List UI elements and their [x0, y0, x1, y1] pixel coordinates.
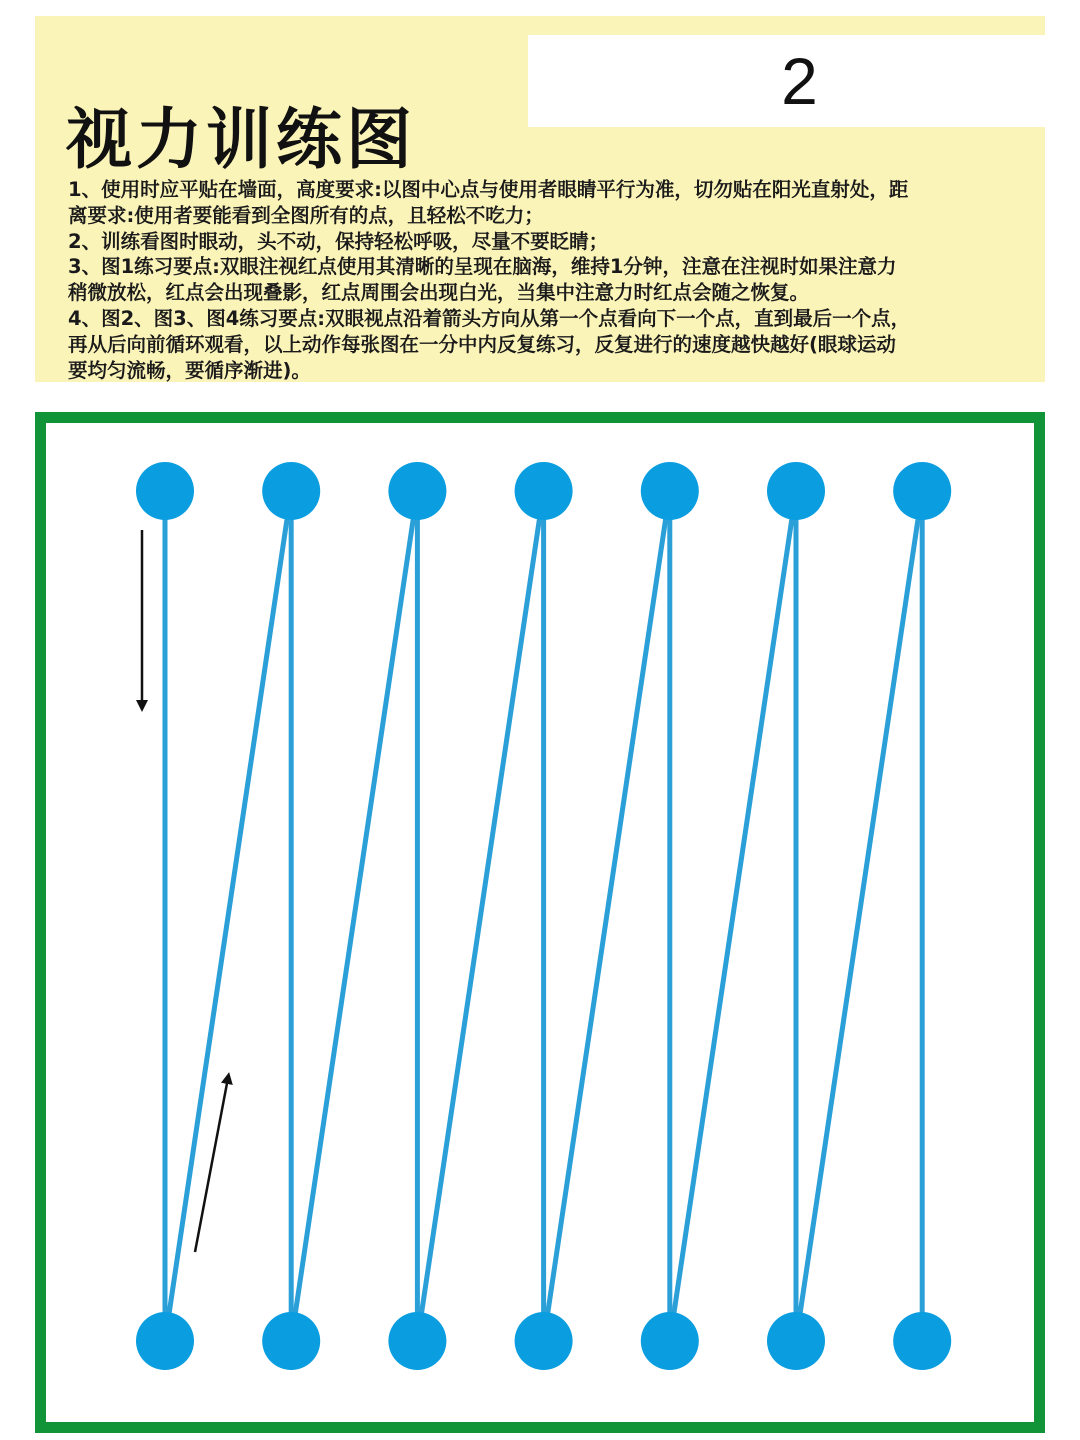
bottom-dot: [388, 1312, 446, 1370]
top-dot: [136, 462, 194, 520]
instruction-line: 要均匀流畅，要循序渐进)。: [68, 358, 311, 382]
top-dot: [262, 462, 320, 520]
page-number: 2: [781, 44, 818, 118]
bottom-dot: [641, 1312, 699, 1370]
diagonal-path-line: [670, 491, 796, 1341]
top-dot: [893, 462, 951, 520]
instruction-line: 2、训练看图时眼动，头不动，保持轻松呼吸，尽量不要眨睛；: [68, 229, 609, 253]
diagonal-path-line: [417, 491, 543, 1341]
top-dot: [515, 462, 573, 520]
page-title: 视力训练图: [66, 101, 416, 178]
instruction-line: 3、图1练习要点:双眼注视红点使用其清晰的呈现在脑海，维持1分钟，注意在注视时如果注意力: [68, 255, 897, 279]
top-dot: [767, 462, 825, 520]
diagonal-path-line: [796, 491, 922, 1341]
instruction-line: 4、图2、图3、图4练习要点:双眼视点沿着箭头方向从第一个点看向下一个点，直到最后一个点，: [68, 306, 911, 330]
top-dot: [641, 462, 699, 520]
bottom-dot: [767, 1312, 825, 1370]
bottom-dot: [262, 1312, 320, 1370]
diagonal-path-line: [291, 491, 417, 1341]
top-dot: [388, 462, 446, 520]
instruction-line: 离要求:使用者要能看到全图所有的点，且轻松不吃力；: [68, 203, 544, 227]
bottom-dot: [893, 1312, 951, 1370]
instruction-line: 1、使用时应平贴在墙面，高度要求:以图中心点与使用者眼睛平行为准，切勿贴在阳光直射处，距: [68, 178, 909, 201]
diagonal-path-line: [544, 491, 670, 1341]
instruction-line: 再从后向前循环观看，以上动作每张图在一分中内反复练习，反复进行的速度越快越好(眼球运动: [68, 332, 896, 356]
bottom-dot: [136, 1312, 194, 1370]
bottom-dot: [515, 1312, 573, 1370]
instruction-line: 稍微放松，红点会出现叠影，红点周围会出现白光，当集中注意力时红点会随之恢复。: [68, 281, 810, 305]
diagonal-path-line: [165, 491, 291, 1341]
